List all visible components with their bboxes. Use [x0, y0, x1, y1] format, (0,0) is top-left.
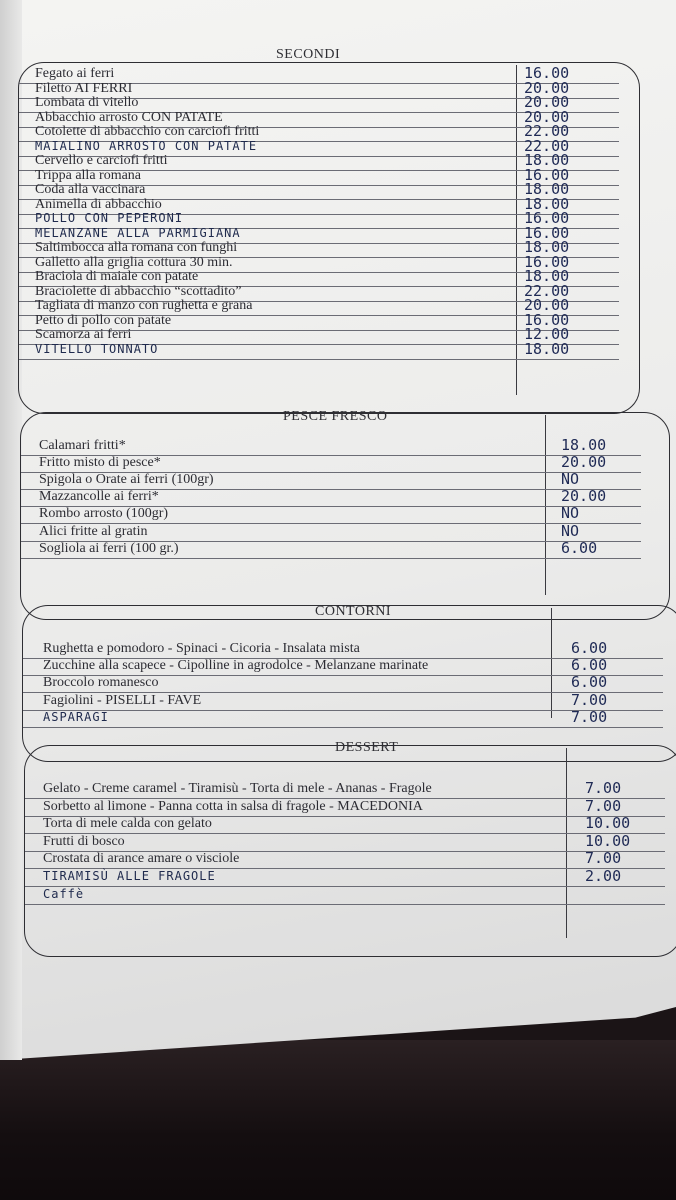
menu-item-name: Sorbetto al limone - Panna cotta in salsa di fragole - MACEDONIA — [43, 798, 423, 814]
menu-item-price: 20.00 — [561, 487, 607, 506]
menu-item-price: 16.00 — [524, 223, 570, 242]
menu-item-price: 20.00 — [524, 107, 570, 126]
menu-item-name: Broccolo romanesco — [43, 675, 159, 691]
menu-item-price: NO — [561, 521, 580, 540]
menu-item-price: NO — [561, 504, 580, 523]
menu-item-name: Filetto AI FERRI — [35, 80, 133, 96]
menu-item-name: Fagiolini - PISELLI - FAVE — [43, 692, 202, 708]
menu-item-price: 18.00 — [524, 180, 570, 198]
menu-item-name: Rughetta e pomodoro - Spinaci - Cicoria - Insalata mista — [43, 641, 360, 656]
menu-item-name: Petto di pollo con patate — [35, 312, 172, 328]
menu-item-price: 6.00 — [571, 673, 608, 692]
menu-item-name: MELANZANE ALLA PARMIGIANA — [35, 225, 241, 240]
menu-item-name: Caffè — [43, 886, 85, 901]
section-title-secondi: SECONDI — [276, 47, 341, 62]
menu-item-name: VITELLO TONNATO — [35, 341, 159, 356]
menu-item-price: 6.00 — [561, 538, 598, 557]
menu-item-price: 18.00 — [524, 267, 570, 285]
menu-item-price: 16.00 — [524, 209, 570, 227]
menu-item-price: 16.00 — [524, 165, 570, 184]
menu-item-name: Fritto misto di pesce* — [39, 455, 161, 471]
menu-item-price: 7.00 — [571, 707, 608, 726]
section-title-pesce: PESCE FRESCO — [283, 409, 388, 424]
menu-item-price: NO — [561, 470, 580, 489]
menu-item-name: Lombata di vitello — [35, 95, 139, 110]
menu-item-name: MAIALINO ARROSTO CON PATATE — [35, 138, 258, 153]
menu-item-price: 20.00 — [561, 453, 607, 472]
menu-item-name: Saltimbocca alla romana con funghi — [35, 240, 238, 255]
dessert-section — [24, 740, 676, 957]
menu-item-name: Cervello e carciofi fritti — [35, 153, 168, 168]
menu-item-price: 2.00 — [585, 867, 622, 885]
menu-item-name: Braciola di maiale con patate — [35, 269, 199, 284]
menu-item-price: 16.00 — [524, 252, 570, 271]
menu-item-name: Rombo arrosto (100gr) — [39, 506, 169, 522]
menu-item-price: 18.00 — [524, 194, 570, 213]
menu-item-name: Sogliola ai ferri (100 gr.) — [39, 540, 179, 556]
menu-item-price: 20.00 — [524, 93, 570, 111]
menu-item-name: Zucchine alla scapece - Cipolline in agrodolce - Melanzane marinate — [43, 658, 429, 674]
pesce-section — [20, 409, 670, 620]
menu-item-name: Scamorza ai ferri — [35, 327, 132, 342]
menu-item-price: 16.00 — [524, 310, 570, 329]
menu-item-name: Coda alla vaccinara — [35, 182, 146, 197]
menu-item-price: 22.00 — [524, 122, 570, 140]
menu-item-name: ASPARAGI — [43, 709, 109, 724]
menu-item-name: Abbacchio arrosto CON PATATE — [35, 109, 223, 125]
menu-item-name: Animella di abbacchio — [35, 196, 162, 212]
secondi-section — [18, 62, 640, 414]
section-title-dessert: DESSERT — [335, 740, 399, 755]
menu-item-price: 7.00 — [571, 690, 608, 709]
menu-item-price: 7.00 — [585, 779, 622, 797]
menu-item-name: Galletto alla griglia cottura 30 min. — [35, 254, 233, 270]
menu-item-name: Cotolette di abbacchio con carciofi fritti — [35, 124, 260, 139]
menu-item-price: 22.00 — [524, 136, 570, 155]
menu-item-price: 18.00 — [524, 238, 570, 256]
menu-item-price: 18.00 — [561, 436, 607, 454]
menu-item-price: 7.00 — [585, 796, 622, 815]
menu-item-price: 6.00 — [571, 639, 608, 657]
menu-item-name: TIRAMISÙ ALLE FRAGOLE — [43, 869, 216, 883]
menu-item-price: 6.00 — [571, 656, 608, 675]
menu-row — [23, 709, 663, 728]
menu-item-name: Alici fritte al gratin — [39, 523, 148, 539]
menu-item-price: 18.00 — [524, 151, 570, 169]
menu-item-price: 12.00 — [524, 325, 570, 343]
menu-item-name: Spigola o Orate ai ferri (100gr) — [39, 472, 214, 488]
menu-item-price: 10.00 — [585, 814, 631, 833]
contorni-section — [22, 605, 676, 762]
menu-item-name: Mazzancolle ai ferri* — [39, 489, 159, 505]
menu-item-name: Frutti di bosco — [43, 833, 125, 849]
table-background — [0, 1040, 676, 1200]
menu-item-name: Crostata di arance amare o visciole — [43, 851, 240, 867]
menu-item-name: Trippa alla romana — [35, 167, 142, 183]
menu-item-price: 20.00 — [524, 78, 570, 97]
menu-item-name: Calamari fritti* — [39, 438, 126, 453]
menu-item-price: 20.00 — [524, 296, 570, 314]
menu-item-name: Braciolette di abbacchio “scottadito” — [35, 283, 242, 299]
menu-item-price: 16.00 — [524, 64, 570, 82]
menu-item-price: 10.00 — [585, 831, 631, 850]
menu-item-name: Tagliata di manzo con rughetta e grana — [35, 298, 253, 313]
menu-item-name: POLLO CON PEPERONI — [35, 211, 184, 225]
menu-item-name: Torta di mele calda con gelato — [43, 816, 212, 832]
menu-item-price: 18.00 — [524, 339, 570, 358]
menu-item-price: 22.00 — [524, 281, 570, 300]
menu-row — [25, 886, 665, 905]
menu-item-name: Fegato ai ferri — [35, 66, 115, 81]
section-title-contorni: CONTORNI — [315, 604, 392, 619]
menu-item-price: 7.00 — [585, 849, 622, 868]
menu-item-name: Gelato - Creme caramel - Tiramisù - Torta di mele - Ananas - Fragole — [43, 781, 432, 796]
